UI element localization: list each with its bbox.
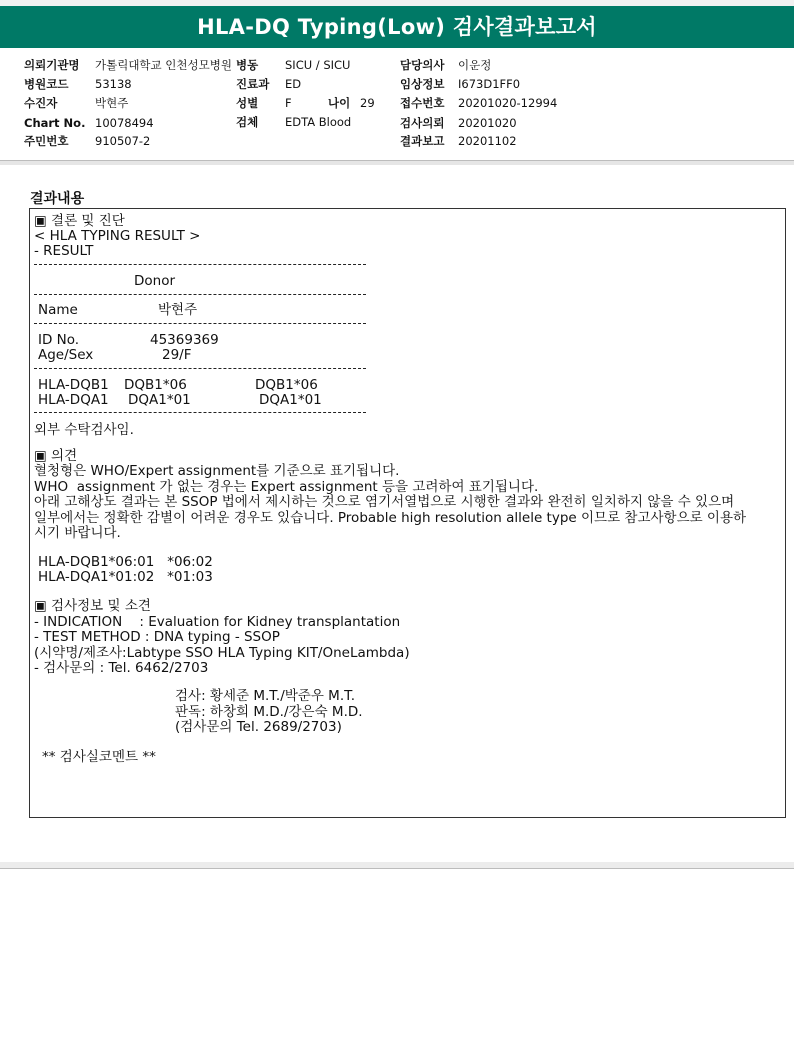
diagnosis-heading: ▣ 결론 및 진단 bbox=[34, 213, 125, 229]
dashed-divider bbox=[34, 323, 366, 324]
doctor-label: 담당의사 bbox=[400, 58, 445, 72]
request-date-label: 검사의뢰 bbox=[400, 116, 445, 130]
name-label: Name bbox=[38, 302, 78, 318]
hospital-code-label: 병원코드 bbox=[24, 77, 69, 91]
dqa1-locus: HLA-DQA1 bbox=[38, 392, 109, 408]
external-test-note: 외부 수탁검사임. bbox=[34, 422, 134, 438]
doctor-value: 이운정 bbox=[458, 58, 492, 72]
specimen-label: 검체 bbox=[236, 115, 259, 129]
result-label: - RESULT bbox=[34, 243, 94, 259]
reagent-line: (시약명/제조사:Labtype SSO HLA Typing KIT/OneLambda) bbox=[34, 645, 410, 661]
dashed-divider bbox=[34, 368, 366, 369]
opinion-heading: ▣ 의견 bbox=[34, 448, 78, 464]
age-label: 나이 bbox=[328, 96, 351, 110]
ward-value: SICU / SICU bbox=[285, 58, 351, 72]
dashed-divider bbox=[34, 412, 366, 413]
ward-label: 병동 bbox=[236, 58, 259, 72]
dqb1-allele-2: DQB1*06 bbox=[255, 377, 318, 393]
hospital-code-value: 53138 bbox=[95, 77, 132, 91]
sex-value: F bbox=[285, 96, 292, 110]
footer-divider bbox=[0, 862, 794, 869]
patient-label: 수진자 bbox=[24, 96, 58, 110]
reader-signature: 판독: 하창희 M.D./강은숙 M.D. bbox=[175, 704, 363, 720]
institution-label: 의뢰기관명 bbox=[24, 58, 80, 72]
receipt-no-label: 접수번호 bbox=[400, 96, 445, 110]
name-value: 박현주 bbox=[158, 302, 198, 318]
inquiry-contact: (검사문의 Tel. 2689/2703) bbox=[175, 719, 342, 735]
department-value: ED bbox=[285, 77, 302, 91]
dqa1-allele-1: DQA1*01 bbox=[128, 392, 191, 408]
chart-no-value: 10078494 bbox=[95, 116, 154, 130]
lab-comment: ** 검사실코멘트 ** bbox=[42, 749, 156, 765]
receipt-no-value: 20201020-12994 bbox=[458, 96, 558, 110]
report-title: HLA-DQ Typing(Low) 검사결과보고서 bbox=[0, 6, 794, 48]
tester-signature: 검사: 황세준 M.T./박준우 M.T. bbox=[175, 688, 356, 704]
request-date-value: 20201020 bbox=[458, 116, 517, 130]
section-title: 결과내용 bbox=[30, 191, 85, 207]
dqb1-locus: HLA-DQB1 bbox=[38, 377, 109, 393]
age-sex-label: Age/Sex bbox=[38, 347, 94, 363]
report-date-value: 20201102 bbox=[458, 134, 517, 148]
opinion-line: 혈청형은 WHO/Expert assignment를 기준으로 표기됩니다. bbox=[34, 463, 400, 479]
test-method-line: - TEST METHOD : DNA typing - SSOP bbox=[34, 629, 280, 645]
dqb1-allele-1: DQB1*06 bbox=[124, 377, 187, 393]
test-info-heading: ▣ 검사정보 및 소견 bbox=[34, 598, 151, 614]
resident-no-value: 910507-2 bbox=[95, 134, 151, 148]
opinion-line: 일부에서는 정확한 감별이 어려운 경우도 있습니다. Probable high resolution allele type 이므로 참고사항으로 이용하 bbox=[34, 510, 747, 526]
result-content-box bbox=[29, 208, 786, 818]
dashed-divider bbox=[34, 264, 366, 265]
age-sex-value: 29/F bbox=[162, 347, 192, 363]
opinion-line: WHO assignment 가 없는 경우는 Expert assignment 등을 고려하여 표기됩니다. bbox=[34, 479, 539, 495]
header-divider bbox=[0, 160, 794, 165]
opinion-line: 아래 고해상도 결과는 본 SSOP 법에서 제시하는 것으로 염기서열법으로 시행한 결과와 완전히 일치하지 않을 수 있으며 bbox=[34, 494, 735, 510]
chart-no-label: Chart No. bbox=[24, 116, 86, 130]
hires-dqb1: HLA-DQB1*06:01 *06:02 bbox=[38, 554, 213, 570]
dashed-divider bbox=[34, 294, 366, 295]
report-date-label: 결과보고 bbox=[400, 134, 445, 148]
id-value: 45369369 bbox=[150, 332, 219, 348]
institution-value: 가톨릭대학교 인천성모병원 bbox=[95, 58, 232, 72]
clinical-info-label: 임상정보 bbox=[400, 77, 445, 91]
hla-typing-heading: < HLA TYPING RESULT > bbox=[34, 228, 201, 244]
resident-no-label: 주민번호 bbox=[24, 134, 69, 148]
indication-line: - INDICATION : Evaluation for Kidney transplantation bbox=[34, 614, 401, 630]
opinion-line: 시기 바랍니다. bbox=[34, 525, 121, 541]
id-label: ID No. bbox=[38, 332, 80, 348]
donor-label: Donor bbox=[134, 273, 176, 289]
dqa1-allele-2: DQA1*01 bbox=[259, 392, 322, 408]
specimen-value: EDTA Blood bbox=[285, 115, 352, 129]
patient-value: 박현주 bbox=[95, 96, 129, 110]
age-value: 29 bbox=[360, 96, 375, 110]
hires-dqa1: HLA-DQA1*01:02 *01:03 bbox=[38, 569, 213, 585]
sex-label: 성별 bbox=[236, 96, 259, 110]
inquiry-line: - 검사문의 : Tel. 6462/2703 bbox=[34, 660, 209, 676]
department-label: 진료과 bbox=[236, 77, 270, 91]
clinical-info-value: I673D1FF0 bbox=[458, 77, 521, 91]
